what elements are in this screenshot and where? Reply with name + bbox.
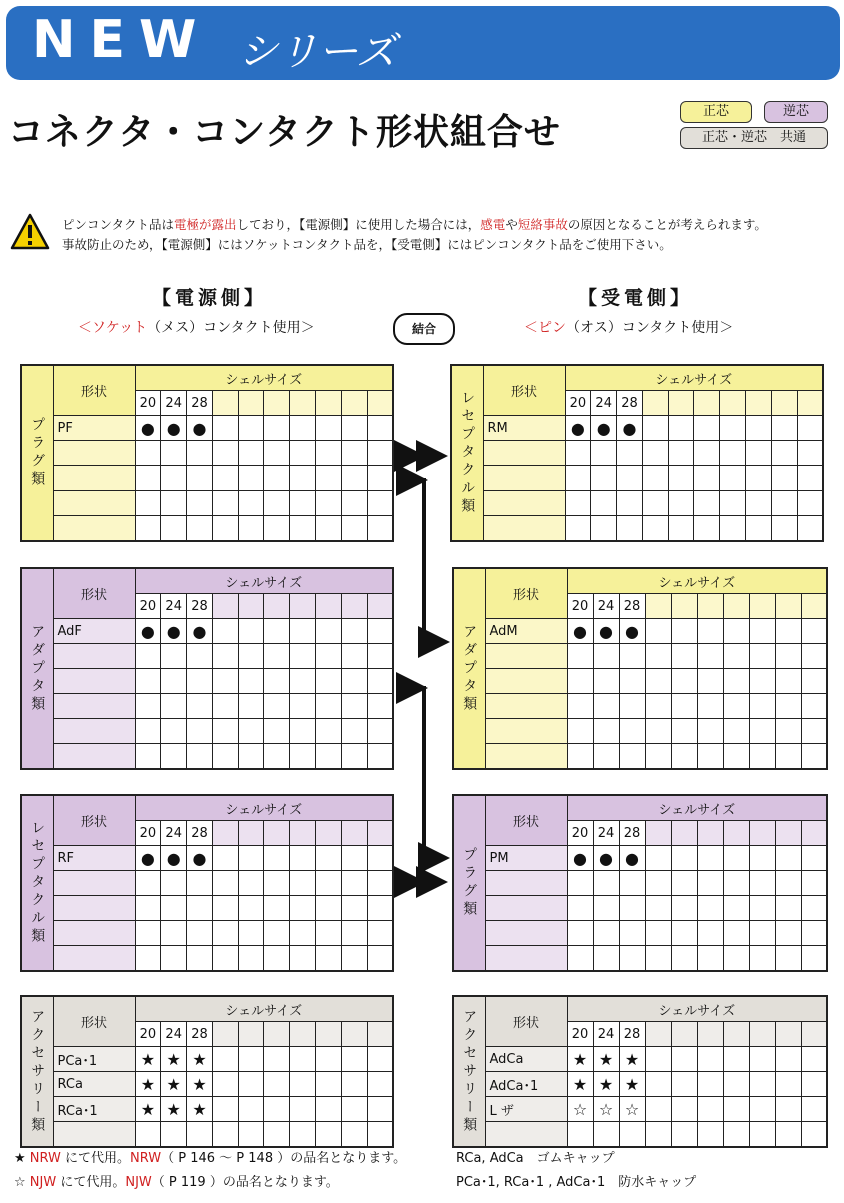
category-label: プラグ類 xyxy=(21,365,53,541)
highlight-text: 感電 xyxy=(480,217,506,232)
shape-cell: RCa･1 xyxy=(53,1097,135,1122)
shell-size-cell: 28 xyxy=(187,391,213,416)
shell-size-cell: 28 xyxy=(619,594,645,619)
legend-reverse: 逆芯 xyxy=(764,101,828,123)
shape-header: 形状 xyxy=(53,795,135,846)
shape-cell: RCa xyxy=(53,1072,135,1097)
availability-cell: ☆ xyxy=(593,1097,619,1122)
shell-size-header: シェルサイズ xyxy=(565,365,823,391)
text-segment: ピンコンタクト品は xyxy=(62,217,175,232)
arrow-adapter-to-plug xyxy=(412,688,434,858)
shell-size-header: シェルサイズ xyxy=(135,365,393,391)
power-side-title: 【電源側】 xyxy=(152,287,268,309)
availability-cell: ● xyxy=(135,619,161,644)
shell-size-header: シェルサイズ xyxy=(567,996,827,1022)
notes-left xyxy=(14,1147,406,1195)
shell-size-cell: 28 xyxy=(619,1022,645,1047)
category-label: アダプタ類 xyxy=(453,568,485,769)
availability-cell: ● xyxy=(591,416,617,441)
availability-cell: ★ xyxy=(619,1047,645,1072)
banner-new: NEW xyxy=(32,10,211,70)
shape-header: 形状 xyxy=(483,365,565,416)
shell-size-cell: 20 xyxy=(567,1022,593,1047)
availability-cell: ● xyxy=(161,846,187,871)
availability-cell: ☆ xyxy=(619,1097,645,1122)
availability-cell: ☆ xyxy=(567,1097,593,1122)
shell-size-header: シェルサイズ xyxy=(567,795,827,821)
category-label: レセプタクル類 xyxy=(451,365,483,541)
shell-size-cell: 20 xyxy=(567,821,593,846)
receive-side-title: 【受電側】 xyxy=(578,287,694,309)
text-segment: や xyxy=(505,217,518,232)
shell-size-cell: 28 xyxy=(619,821,645,846)
shape-header: 形状 xyxy=(53,568,135,619)
availability-cell: ★ xyxy=(593,1047,619,1072)
subtitle-rest: （メス）コンタクト使用＞ xyxy=(147,320,315,336)
shell-size-header: シェルサイズ xyxy=(135,996,393,1022)
availability-cell: ● xyxy=(617,416,643,441)
shell-size-header: シェルサイズ xyxy=(135,568,393,594)
availability-cell: ★ xyxy=(593,1072,619,1097)
availability-cell: ● xyxy=(567,619,593,644)
shell-size-cell: 24 xyxy=(161,821,187,846)
availability-cell: ● xyxy=(161,619,187,644)
subtitle-bracket: ＜ xyxy=(78,320,92,336)
highlight-text: 短絡事故 xyxy=(517,217,568,232)
availability-cell: ● xyxy=(187,416,213,441)
category-label: アクセサリー類 xyxy=(21,996,53,1147)
highlight-text: NRW xyxy=(130,1151,162,1166)
banner-series: シリーズ xyxy=(238,29,396,75)
note-waterproof-cap: PCa･1, RCa･1 , AdCa･1 防水キャップ xyxy=(456,1175,697,1190)
notes-right xyxy=(456,1147,696,1195)
shape-cell: PF xyxy=(53,416,135,441)
availability-cell: ● xyxy=(161,416,187,441)
shell-size-cell: 24 xyxy=(593,1022,619,1047)
shape-cell: RM xyxy=(483,416,565,441)
availability-cell: ★ xyxy=(567,1072,593,1097)
category-label: レセプタクル類 xyxy=(21,795,53,971)
shell-size-cell: 20 xyxy=(135,1022,161,1047)
highlight-text: NJW xyxy=(125,1175,152,1190)
shell-size-cell: 24 xyxy=(161,391,187,416)
shape-cell: AdF xyxy=(53,619,135,644)
availability-cell: ★ xyxy=(135,1072,161,1097)
shell-size-cell: 20 xyxy=(567,594,593,619)
availability-cell: ● xyxy=(567,846,593,871)
category-label: アダプタ類 xyxy=(21,568,53,769)
shell-size-cell: 20 xyxy=(135,821,161,846)
category-label: プラグ類 xyxy=(453,795,485,971)
shape-cell: AdM xyxy=(485,619,567,644)
shape-cell: AdCa･1 xyxy=(485,1072,567,1097)
shape-header: 形状 xyxy=(485,568,567,619)
text-segment: にて代用。 xyxy=(60,1151,131,1166)
note-star xyxy=(14,1147,406,1171)
text-segment: （ P 146 ～ P 148 ）の品名となります。 xyxy=(161,1151,407,1166)
note-white-star xyxy=(14,1171,406,1195)
availability-cell: ★ xyxy=(161,1097,187,1122)
shell-size-cell: 20 xyxy=(135,391,161,416)
socket-label: ソケット xyxy=(92,320,148,336)
shell-size-cell: 28 xyxy=(187,1022,213,1047)
availability-cell: ★ xyxy=(567,1047,593,1072)
text-segment: にて代用。 xyxy=(56,1175,126,1190)
text-segment: （ P 119 ）の品名となります。 xyxy=(151,1175,339,1190)
legend-common: 正芯・逆芯 共通 xyxy=(680,127,828,149)
shell-size-cell: 28 xyxy=(187,821,213,846)
shape-cell: AdCa xyxy=(485,1047,567,1072)
availability-cell: ● xyxy=(619,619,645,644)
highlight-text: 電極が露出 xyxy=(174,217,237,232)
availability-cell: ● xyxy=(135,846,161,871)
arrow-receptacle-to-adapter xyxy=(412,480,434,642)
availability-cell: ★ xyxy=(135,1047,161,1072)
shape-cell: RF xyxy=(53,846,135,871)
subtitle-rest: （オス）コンタクト使用＞ xyxy=(566,320,734,336)
shape-cell: L ザ xyxy=(485,1097,567,1122)
shell-size-cell: 24 xyxy=(161,1022,187,1047)
shell-size-cell: 24 xyxy=(593,821,619,846)
page-title: コネクタ・コンタクト形状組合せ xyxy=(8,112,561,153)
shell-size-cell: 24 xyxy=(591,391,617,416)
text-segment: の原因となることが考えられます。 xyxy=(567,217,767,232)
availability-cell: ★ xyxy=(161,1047,187,1072)
availability-cell: ● xyxy=(593,619,619,644)
legend-positive: 正芯 xyxy=(680,101,752,123)
mating-label: 結合 xyxy=(393,313,455,345)
highlight-text: NJW xyxy=(29,1175,57,1190)
shape-header: 形状 xyxy=(485,795,567,846)
shape-header: 形状 xyxy=(485,996,567,1047)
subtitle-bracket: ＜ xyxy=(524,320,538,336)
shape-cell: PCa･1 xyxy=(53,1047,135,1072)
availability-cell: ● xyxy=(187,619,213,644)
shell-size-cell: 28 xyxy=(187,594,213,619)
note-rubber-cap: RCa, AdCa ゴムキャップ xyxy=(456,1151,615,1166)
warning-line-2: 事故防止のため，【電源側】にはソケットコンタクト品を，【受電側】にはピンコンタクト品をご使用下さい。 xyxy=(62,237,672,252)
highlight-text: NRW xyxy=(29,1151,61,1166)
shell-size-cell: 20 xyxy=(135,594,161,619)
shell-size-cell: 24 xyxy=(161,594,187,619)
availability-cell: ★ xyxy=(135,1097,161,1122)
shape-header: 形状 xyxy=(53,996,135,1047)
availability-cell: ● xyxy=(593,846,619,871)
text-segment: ☆ xyxy=(14,1175,30,1190)
category-label: アクセサリー類 xyxy=(453,996,485,1147)
pin-label: ピン xyxy=(538,320,566,336)
shape-header: 形状 xyxy=(53,365,135,416)
shell-size-header: シェルサイズ xyxy=(567,568,827,594)
availability-cell: ★ xyxy=(187,1072,213,1097)
text-segment: ★ xyxy=(14,1151,30,1166)
availability-cell: ● xyxy=(135,416,161,441)
text-segment: しており，【電源側】に使用した場合には， xyxy=(236,217,481,232)
shell-size-cell: 20 xyxy=(565,391,591,416)
availability-cell: ● xyxy=(187,846,213,871)
availability-cell: ● xyxy=(619,846,645,871)
availability-cell: ★ xyxy=(619,1072,645,1097)
shell-size-header: シェルサイズ xyxy=(135,795,393,821)
availability-cell: ● xyxy=(565,416,591,441)
shell-size-cell: 24 xyxy=(593,594,619,619)
availability-cell: ★ xyxy=(161,1072,187,1097)
availability-cell: ★ xyxy=(187,1097,213,1122)
shape-cell: PM xyxy=(485,846,567,871)
availability-cell: ★ xyxy=(187,1047,213,1072)
shell-size-cell: 28 xyxy=(617,391,643,416)
